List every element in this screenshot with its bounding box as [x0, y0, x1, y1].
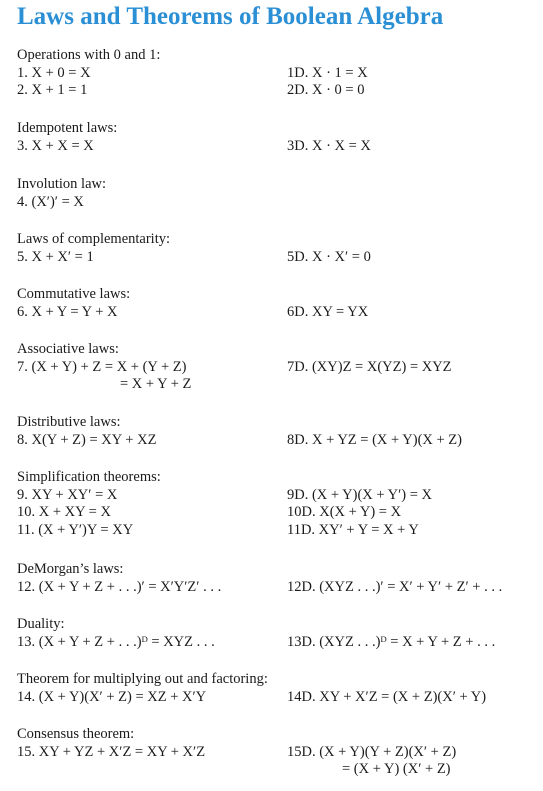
section-heading: Commutative laws: [17, 286, 131, 302]
section-heading: Idempotent laws: [17, 120, 118, 136]
section-simplification [17, 469, 537, 539]
law-right: 8D. X + YZ = (X + Y)(X + Z) [287, 431, 462, 448]
law-right: 7D. (XY)Z = X(YZ) = XYZ [287, 358, 452, 375]
section-complementarity [17, 231, 537, 266]
law-right: 9D. (X + Y)(X + Y′) = X [287, 486, 433, 503]
section-heading: Involution law: [17, 176, 107, 192]
law-continuation-row [17, 376, 537, 394]
law-left: 7. (X + Y) + Z = X + (Y + Z) [17, 358, 187, 375]
section-consensus [17, 726, 537, 779]
law-continuation-row [17, 761, 537, 779]
law-right: 13D. (XYZ . . .)ᴰ = X + Y + Z + . . . [287, 633, 496, 650]
section-operations-0-1 [17, 47, 537, 100]
section-demorgan [17, 561, 537, 596]
law-left: 4. (X′)′ = X [17, 193, 84, 210]
section-heading: Operations with 0 and 1: [17, 47, 161, 63]
law-continuation: = (X + Y) (X′ + Z) [342, 761, 451, 777]
section-duality [17, 616, 537, 651]
section-heading: Laws of complementarity: [17, 231, 171, 247]
law-row [17, 487, 537, 505]
law-left: 15. XY + YZ + X′Z = XY + X′Z [17, 743, 206, 760]
law-right: 14D. XY + X′Z = (X + Z)(X′ + Y) [287, 688, 487, 705]
law-row [17, 138, 537, 156]
law-right: 2D. X · 0 = 0 [287, 82, 365, 98]
law-row [17, 432, 537, 450]
section-multiplying-factoring [17, 671, 537, 706]
law-row [17, 689, 537, 707]
law-row [17, 634, 537, 652]
section-heading: Theorem for multiplying out and factoring: [17, 671, 268, 687]
law-left: 2. X + 1 = 1 [17, 82, 88, 98]
law-continuation: = X + Y + Z [120, 376, 192, 392]
section-commutative [17, 286, 537, 321]
section-idempotent [17, 120, 537, 155]
section-distributive [17, 414, 537, 449]
section-involution [17, 176, 537, 211]
law-row [17, 194, 537, 212]
law-left: 6. X + Y = Y + X [17, 303, 118, 320]
law-row [17, 359, 537, 377]
section-heading: Simplification theorems: [17, 469, 161, 485]
law-right: 12D. (XYZ . . .)′ = X′ + Y′ + Z′ + . . . [287, 578, 503, 595]
law-row [17, 65, 537, 83]
section-heading: Associative laws: [17, 341, 119, 357]
law-right: 5D. X · X′ = 0 [287, 248, 371, 265]
section-heading: DeMorgan’s laws: [17, 561, 124, 577]
page-title: Laws and Theorems of Boolean Algebra [17, 3, 444, 30]
section-heading: Duality: [17, 616, 65, 632]
law-right: 11D. XY′ + Y = X + Y [287, 521, 419, 538]
law-row [17, 249, 537, 267]
law-row [17, 504, 537, 522]
law-right: 10D. X(X + Y) = X [287, 504, 402, 520]
law-row [17, 744, 537, 762]
law-left: 1. X + 0 = X [17, 64, 91, 81]
law-left: 8. X(Y + Z) = XY + XZ [17, 431, 157, 448]
law-right: 3D. X · X = X [287, 137, 371, 154]
law-row [17, 522, 537, 540]
section-heading: Consensus theorem: [17, 726, 135, 742]
law-left: 3. X + X = X [17, 137, 94, 154]
law-left: 14. (X + Y)(X′ + Z) = XZ + X′Y [17, 688, 207, 705]
section-associative [17, 341, 537, 394]
law-left: 12. (X + Y + Z + . . .)′ = X′Y′Z′ . . . [17, 578, 222, 595]
law-left: 10. X + XY = X [17, 504, 111, 520]
law-row [17, 304, 537, 322]
law-left: 11. (X + Y′)Y = XY [17, 521, 134, 538]
law-right: 15D. (X + Y)(Y + Z)(X′ + Z) [287, 743, 457, 760]
section-heading: Distributive laws: [17, 414, 121, 430]
law-row [17, 82, 537, 100]
law-row [17, 579, 537, 597]
law-left: 9. XY + XY′ = X [17, 486, 118, 503]
law-left: 5. X + X′ = 1 [17, 248, 94, 265]
law-right: 6D. XY = YX [287, 303, 369, 320]
law-left: 13. (X + Y + Z + . . .)ᴰ = XYZ . . . [17, 633, 215, 650]
law-right: 1D. X · 1 = X [287, 64, 368, 81]
